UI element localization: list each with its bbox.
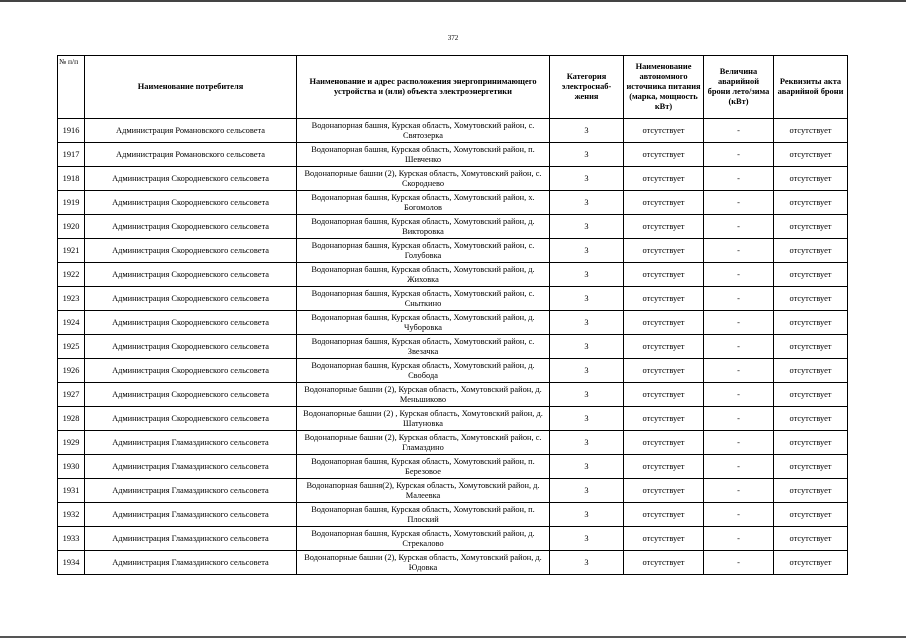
act-details-cell: отсутствует bbox=[774, 359, 848, 383]
emergency-reserve-cell: - bbox=[704, 527, 774, 551]
autonomous-source-cell: отсутствует bbox=[624, 335, 704, 359]
autonomous-source-cell: отсутствует bbox=[624, 191, 704, 215]
supply-category-cell: 3 bbox=[550, 335, 624, 359]
consumer-name-cell: Администрация Гламаздинского сельсовета bbox=[85, 479, 297, 503]
act-details-cell: отсутствует bbox=[774, 503, 848, 527]
table-header-row bbox=[58, 56, 848, 119]
emergency-reserve-cell: - bbox=[704, 119, 774, 143]
emergency-reserve-cell: - bbox=[704, 287, 774, 311]
emergency-reserve-cell: - bbox=[704, 455, 774, 479]
row-number-cell: 1926 bbox=[58, 359, 85, 383]
row-number-cell: 1928 bbox=[58, 407, 85, 431]
consumer-name-cell: Администрация Гламаздинского сельсовета bbox=[85, 455, 297, 479]
row-number-cell: 1931 bbox=[58, 479, 85, 503]
emergency-reserve-cell: - bbox=[704, 503, 774, 527]
consumer-name-cell: Администрация Скородневского сельсовета bbox=[85, 191, 297, 215]
autonomous-source-cell: отсутствует bbox=[624, 479, 704, 503]
consumer-table bbox=[57, 55, 848, 575]
act-details-cell: отсутствует bbox=[774, 455, 848, 479]
row-number-cell: 1930 bbox=[58, 455, 85, 479]
autonomous-source-cell: отсутствует bbox=[624, 407, 704, 431]
act-details-cell: отсутствует bbox=[774, 383, 848, 407]
supply-category-cell: 3 bbox=[550, 407, 624, 431]
act-details-cell: отсутствует bbox=[774, 335, 848, 359]
autonomous-source-cell: отсутствует bbox=[624, 527, 704, 551]
table-row bbox=[58, 431, 848, 455]
act-details-cell: отсутствует bbox=[774, 167, 848, 191]
emergency-reserve-cell: - bbox=[704, 479, 774, 503]
supply-category-cell: 3 bbox=[550, 287, 624, 311]
table-row bbox=[58, 335, 848, 359]
row-number-cell: 1924 bbox=[58, 311, 85, 335]
table-row bbox=[58, 119, 848, 143]
supply-category-cell: 3 bbox=[550, 479, 624, 503]
supply-category-cell: 3 bbox=[550, 455, 624, 479]
object-address-cell: Водонапорные башни (2), Курская область, Хомутовский район, д. Меньшиково bbox=[297, 383, 550, 407]
table-row bbox=[58, 287, 848, 311]
table-row bbox=[58, 479, 848, 503]
emergency-reserve-cell: - bbox=[704, 239, 774, 263]
object-address-cell: Водонапорная башня, Курская область, Хомутовский район, п. Плоский bbox=[297, 503, 550, 527]
emergency-reserve-cell: - bbox=[704, 215, 774, 239]
header-object-address: Наименование и адрес расположения энергопринимающего устройства и (или) объекта электроэнергетики bbox=[297, 56, 550, 119]
consumer-name-cell: Администрация Скородневского сельсовета bbox=[85, 239, 297, 263]
table-row bbox=[58, 191, 848, 215]
act-details-cell: отсутствует bbox=[774, 215, 848, 239]
act-details-cell: отсутствует bbox=[774, 311, 848, 335]
supply-category-cell: 3 bbox=[550, 239, 624, 263]
autonomous-source-cell: отсутствует bbox=[624, 311, 704, 335]
consumer-name-cell: Администрация Скородневского сельсовета bbox=[85, 359, 297, 383]
header-emergency-reserve: Величина аварийной брони лето/зима (кВт) bbox=[704, 56, 774, 119]
consumer-name-cell: Администрация Романовского сельсовета bbox=[85, 119, 297, 143]
consumer-name-cell: Администрация Романовского сельсовета bbox=[85, 143, 297, 167]
object-address-cell: Водонапорная башня, Курская область, Хомутовский район, д. Свобода bbox=[297, 359, 550, 383]
table-body bbox=[58, 119, 848, 575]
supply-category-cell: 3 bbox=[550, 359, 624, 383]
supply-category-cell: 3 bbox=[550, 191, 624, 215]
row-number-cell: 1922 bbox=[58, 263, 85, 287]
autonomous-source-cell: отсутствует bbox=[624, 455, 704, 479]
emergency-reserve-cell: - bbox=[704, 359, 774, 383]
object-address-cell: Водонапорные башни (2), Курская область, Хомутовский район, с. Гламаздино bbox=[297, 431, 550, 455]
emergency-reserve-cell: - bbox=[704, 407, 774, 431]
act-details-cell: отсутствует bbox=[774, 143, 848, 167]
autonomous-source-cell: отсутствует bbox=[624, 383, 704, 407]
row-number-cell: 1925 bbox=[58, 335, 85, 359]
supply-category-cell: 3 bbox=[550, 503, 624, 527]
act-details-cell: отсутствует bbox=[774, 119, 848, 143]
row-number-cell: 1919 bbox=[58, 191, 85, 215]
bottom-border-line bbox=[0, 636, 906, 638]
table-row bbox=[58, 143, 848, 167]
table-row bbox=[58, 455, 848, 479]
object-address-cell: Водонапорная башня, Курская область, Хомутовский район, п. Березовое bbox=[297, 455, 550, 479]
act-details-cell: отсутствует bbox=[774, 191, 848, 215]
object-address-cell: Водонапорная башня, Курская область, Хомутовский район, с. Голубовка bbox=[297, 239, 550, 263]
consumer-name-cell: Администрация Гламаздинского сельсовета bbox=[85, 527, 297, 551]
consumer-name-cell: Администрация Скородневского сельсовета bbox=[85, 311, 297, 335]
act-details-cell: отсутствует bbox=[774, 407, 848, 431]
object-address-cell: Водонапорная башня, Курская область, Хомутовский район, с. Сныткино bbox=[297, 287, 550, 311]
emergency-reserve-cell: - bbox=[704, 551, 774, 575]
consumer-name-cell: Администрация Гламаздинского сельсовета bbox=[85, 431, 297, 455]
autonomous-source-cell: отсутствует bbox=[624, 551, 704, 575]
emergency-reserve-cell: - bbox=[704, 191, 774, 215]
consumer-name-cell: Администрация Скородневского сельсовета bbox=[85, 383, 297, 407]
consumer-name-cell: Администрация Гламаздинского сельсовета bbox=[85, 551, 297, 575]
object-address-cell: Водонапорные башни (2), Курская область, Хомутовский район, с. Скороднево bbox=[297, 167, 550, 191]
act-details-cell: отсутствует bbox=[774, 263, 848, 287]
table-row bbox=[58, 407, 848, 431]
table-row bbox=[58, 527, 848, 551]
act-details-cell: отсутствует bbox=[774, 551, 848, 575]
autonomous-source-cell: отсутствует bbox=[624, 503, 704, 527]
autonomous-source-cell: отсутствует bbox=[624, 215, 704, 239]
header-number: № п/п bbox=[58, 56, 85, 119]
row-number-cell: 1921 bbox=[58, 239, 85, 263]
emergency-reserve-cell: - bbox=[704, 431, 774, 455]
supply-category-cell: 3 bbox=[550, 551, 624, 575]
autonomous-source-cell: отсутствует bbox=[624, 167, 704, 191]
supply-category-cell: 3 bbox=[550, 527, 624, 551]
object-address-cell: Водонапорные башни (2), Курская область, Хомутовский район, д. Юдовка bbox=[297, 551, 550, 575]
supply-category-cell: 3 bbox=[550, 263, 624, 287]
consumer-name-cell: Администрация Скородневского сельсовета bbox=[85, 167, 297, 191]
row-number-cell: 1929 bbox=[58, 431, 85, 455]
row-number-cell: 1920 bbox=[58, 215, 85, 239]
supply-category-cell: 3 bbox=[550, 119, 624, 143]
autonomous-source-cell: отсутствует bbox=[624, 263, 704, 287]
act-details-cell: отсутствует bbox=[774, 527, 848, 551]
row-number-cell: 1923 bbox=[58, 287, 85, 311]
act-details-cell: отсутствует bbox=[774, 287, 848, 311]
autonomous-source-cell: отсутствует bbox=[624, 287, 704, 311]
act-details-cell: отсутствует bbox=[774, 431, 848, 455]
supply-category-cell: 3 bbox=[550, 431, 624, 455]
table-row bbox=[58, 167, 848, 191]
row-number-cell: 1916 bbox=[58, 119, 85, 143]
object-address-cell: Водонапорная башня, Курская область, Хомутовский район, с. Звезачка bbox=[297, 335, 550, 359]
row-number-cell: 1932 bbox=[58, 503, 85, 527]
row-number-cell: 1917 bbox=[58, 143, 85, 167]
table-row bbox=[58, 383, 848, 407]
supply-category-cell: 3 bbox=[550, 311, 624, 335]
consumer-name-cell: Администрация Скородневского сельсовета bbox=[85, 215, 297, 239]
header-autonomous-source: Наименование автономного источника питания (марка, мощность кВт) bbox=[624, 56, 704, 119]
header-supply-category: Категория электроснаб-жения bbox=[550, 56, 624, 119]
object-address-cell: Водонапорная башня, Курская область, Хомутовский район, п. Шевченко bbox=[297, 143, 550, 167]
consumer-name-cell: Администрация Гламаздинского сельсовета bbox=[85, 503, 297, 527]
supply-category-cell: 3 bbox=[550, 383, 624, 407]
emergency-reserve-cell: - bbox=[704, 167, 774, 191]
table-row bbox=[58, 239, 848, 263]
autonomous-source-cell: отсутствует bbox=[624, 143, 704, 167]
header-act-details: Реквизиты акта аварийной брони bbox=[774, 56, 848, 119]
object-address-cell: Водонапорные башни (2) , Курская область, Хомутовский район, д. Шатуновка bbox=[297, 407, 550, 431]
object-address-cell: Водонапорная башня, Курская область, Хомутовский район, д. Чуборовка bbox=[297, 311, 550, 335]
autonomous-source-cell: отсутствует bbox=[624, 359, 704, 383]
top-border-line bbox=[0, 0, 906, 2]
header-consumer-name: Наименование потребителя bbox=[85, 56, 297, 119]
table-row bbox=[58, 215, 848, 239]
consumer-name-cell: Администрация Скородневского сельсовета bbox=[85, 263, 297, 287]
object-address-cell: Водонапорная башня, Курская область, Хомутовский район, д. Стрекалово bbox=[297, 527, 550, 551]
consumer-name-cell: Администрация Скородневского сельсовета bbox=[85, 407, 297, 431]
row-number-cell: 1934 bbox=[58, 551, 85, 575]
emergency-reserve-cell: - bbox=[704, 263, 774, 287]
table-row bbox=[58, 359, 848, 383]
object-address-cell: Водонапорная башня(2), Курская область, Хомутовский район, д. Малеевка bbox=[297, 479, 550, 503]
consumer-name-cell: Администрация Скородневского сельсовета bbox=[85, 287, 297, 311]
table-row bbox=[58, 503, 848, 527]
act-details-cell: отсутствует bbox=[774, 239, 848, 263]
supply-category-cell: 3 bbox=[550, 143, 624, 167]
emergency-reserve-cell: - bbox=[704, 335, 774, 359]
supply-category-cell: 3 bbox=[550, 167, 624, 191]
object-address-cell: Водонапорная башня, Курская область, Хомутовский район, д. Жиховка bbox=[297, 263, 550, 287]
supply-category-cell: 3 bbox=[550, 215, 624, 239]
row-number-cell: 1933 bbox=[58, 527, 85, 551]
emergency-reserve-cell: - bbox=[704, 311, 774, 335]
autonomous-source-cell: отсутствует bbox=[624, 431, 704, 455]
page-number: 372 bbox=[447, 34, 459, 42]
act-details-cell: отсутствует bbox=[774, 479, 848, 503]
emergency-reserve-cell: - bbox=[704, 383, 774, 407]
object-address-cell: Водонапорная башня, Курская область, Хомутовский район, х. Богомолов bbox=[297, 191, 550, 215]
row-number-cell: 1927 bbox=[58, 383, 85, 407]
consumer-name-cell: Администрация Скородневского сельсовета bbox=[85, 335, 297, 359]
table-row bbox=[58, 551, 848, 575]
autonomous-source-cell: отсутствует bbox=[624, 239, 704, 263]
row-number-cell: 1918 bbox=[58, 167, 85, 191]
table-row bbox=[58, 263, 848, 287]
table-row bbox=[58, 311, 848, 335]
autonomous-source-cell: отсутствует bbox=[624, 119, 704, 143]
object-address-cell: Водонапорная башня, Курская область, Хомутовский район, с. Святозерка bbox=[297, 119, 550, 143]
emergency-reserve-cell: - bbox=[704, 143, 774, 167]
object-address-cell: Водонапорная башня, Курская область, Хомутовский район, д. Викторовка bbox=[297, 215, 550, 239]
